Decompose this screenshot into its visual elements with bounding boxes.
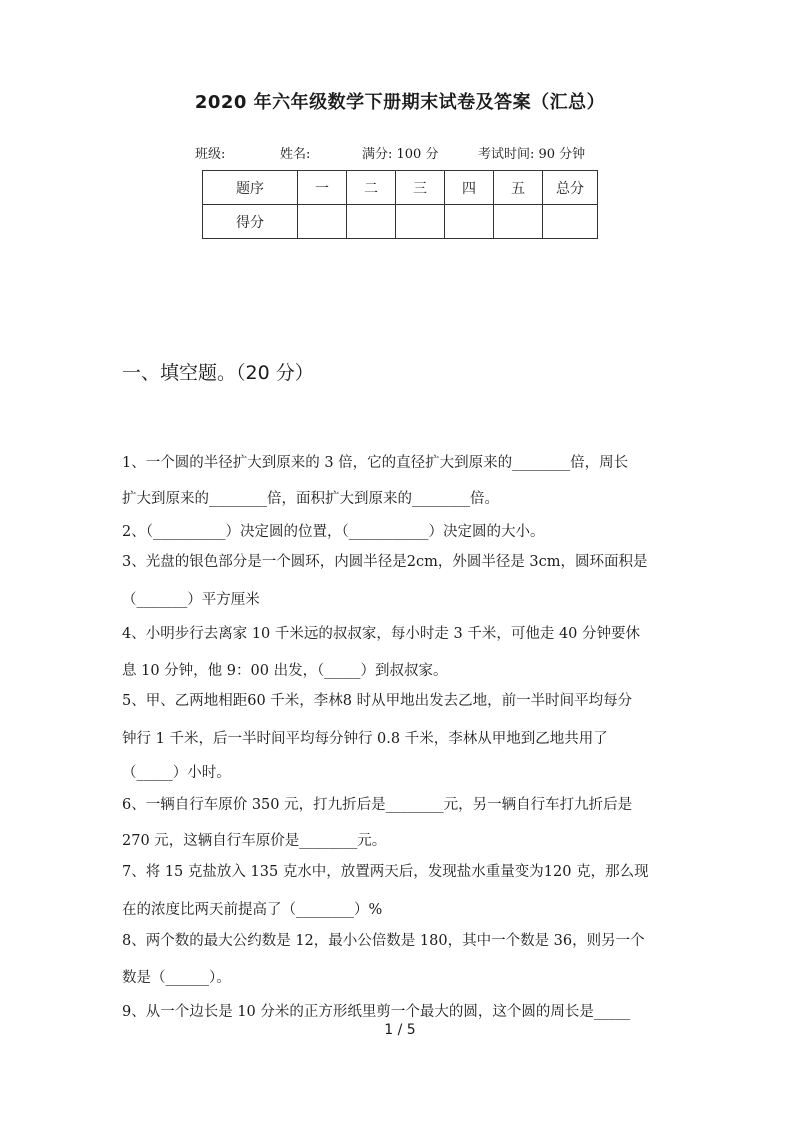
score-row-label: 得分 bbox=[203, 205, 298, 239]
score-cell[interactable] bbox=[445, 205, 494, 239]
question-line: （_____）小时。 bbox=[122, 765, 231, 781]
score-table-score-row bbox=[203, 205, 598, 239]
exam-time-label: 考试时间: 90 分钟 bbox=[478, 147, 586, 162]
page-title: 2020 年六年级数学下册期末试卷及答案（汇总） bbox=[194, 92, 606, 113]
question-line: 钟行 1 千米，后一半时间平均每分钟行 0.8 千米，李林从甲地到乙地共用了 bbox=[122, 731, 608, 747]
question-line: 270 元，这辆自行车原价是________元。 bbox=[122, 833, 387, 849]
question-line: 扩大到原来的________倍，面积扩大到原来的________倍。 bbox=[122, 491, 499, 507]
question-line: 1、一个圆的半径扩大到原来的 3 倍，它的直径扩大到原来的________倍，周长 bbox=[122, 455, 629, 471]
header-cell: 五 bbox=[494, 171, 543, 205]
header-cell: 二 bbox=[347, 171, 396, 205]
question-line: （_______）平方厘米 bbox=[122, 592, 260, 608]
name-label: 姓名: bbox=[280, 147, 311, 162]
question-line: 4、小明步行去离家 10 千米远的叔叔家，每小时走 3 千米，可他走 40 分钟要休 bbox=[122, 626, 641, 642]
score-cell[interactable] bbox=[347, 205, 396, 239]
question-line: 在的浓度比两天前提高了（________）% bbox=[122, 902, 383, 918]
question-line: 6、一辆自行车原价 350 元，打九折后是________元，另一辆自行车打九折后是 bbox=[122, 797, 633, 813]
question-line: 5、甲、乙两地相距60 千米，李林8 时从甲地出发去乙地，前一半时间平均每分 bbox=[122, 693, 633, 709]
question-line: 3、光盘的银色部分是一个圆环，内圆半径是2cm，外圆半径是 3cm，圆环面积是 bbox=[122, 554, 648, 570]
page-number: 1 / 5 bbox=[384, 1022, 416, 1038]
question-line: 2、（__________）决定圆的位置，（___________）决定圆的大小。 bbox=[122, 524, 545, 540]
exam-info bbox=[0, 143, 800, 163]
question-line: 息 10 分钟，他 9：00 出发，（_____）到叔叔家。 bbox=[122, 663, 448, 679]
full-score-label: 满分: 100 分 bbox=[362, 147, 439, 162]
section-heading: 一、填空题。（20 分） bbox=[122, 362, 314, 384]
header-cell: 总分 bbox=[543, 171, 598, 205]
score-table-header-row bbox=[203, 171, 598, 205]
header-cell: 一 bbox=[298, 171, 347, 205]
header-cell: 三 bbox=[396, 171, 445, 205]
class-label: 班级: bbox=[195, 147, 226, 162]
header-cell: 四 bbox=[445, 171, 494, 205]
score-table bbox=[202, 170, 598, 239]
question-line: 8、两个数的最大公约数是 12，最小公倍数是 180，其中一个数是 36，则另一个 bbox=[122, 933, 645, 949]
header-cell: 题序 bbox=[203, 171, 298, 205]
question-line: 数是（______）。 bbox=[122, 970, 231, 986]
score-cell[interactable] bbox=[298, 205, 347, 239]
score-cell[interactable] bbox=[494, 205, 543, 239]
score-cell[interactable] bbox=[396, 205, 445, 239]
score-cell[interactable] bbox=[543, 205, 598, 239]
question-line: 7、将 15 克盐放入 135 克水中，放置两天后，发现盐水重量变为120 克，那么现 bbox=[122, 864, 649, 880]
question-line: 9、从一个边长是 10 分米的正方形纸里剪一个最大的圆，这个圆的周长是_____ bbox=[122, 1004, 631, 1020]
